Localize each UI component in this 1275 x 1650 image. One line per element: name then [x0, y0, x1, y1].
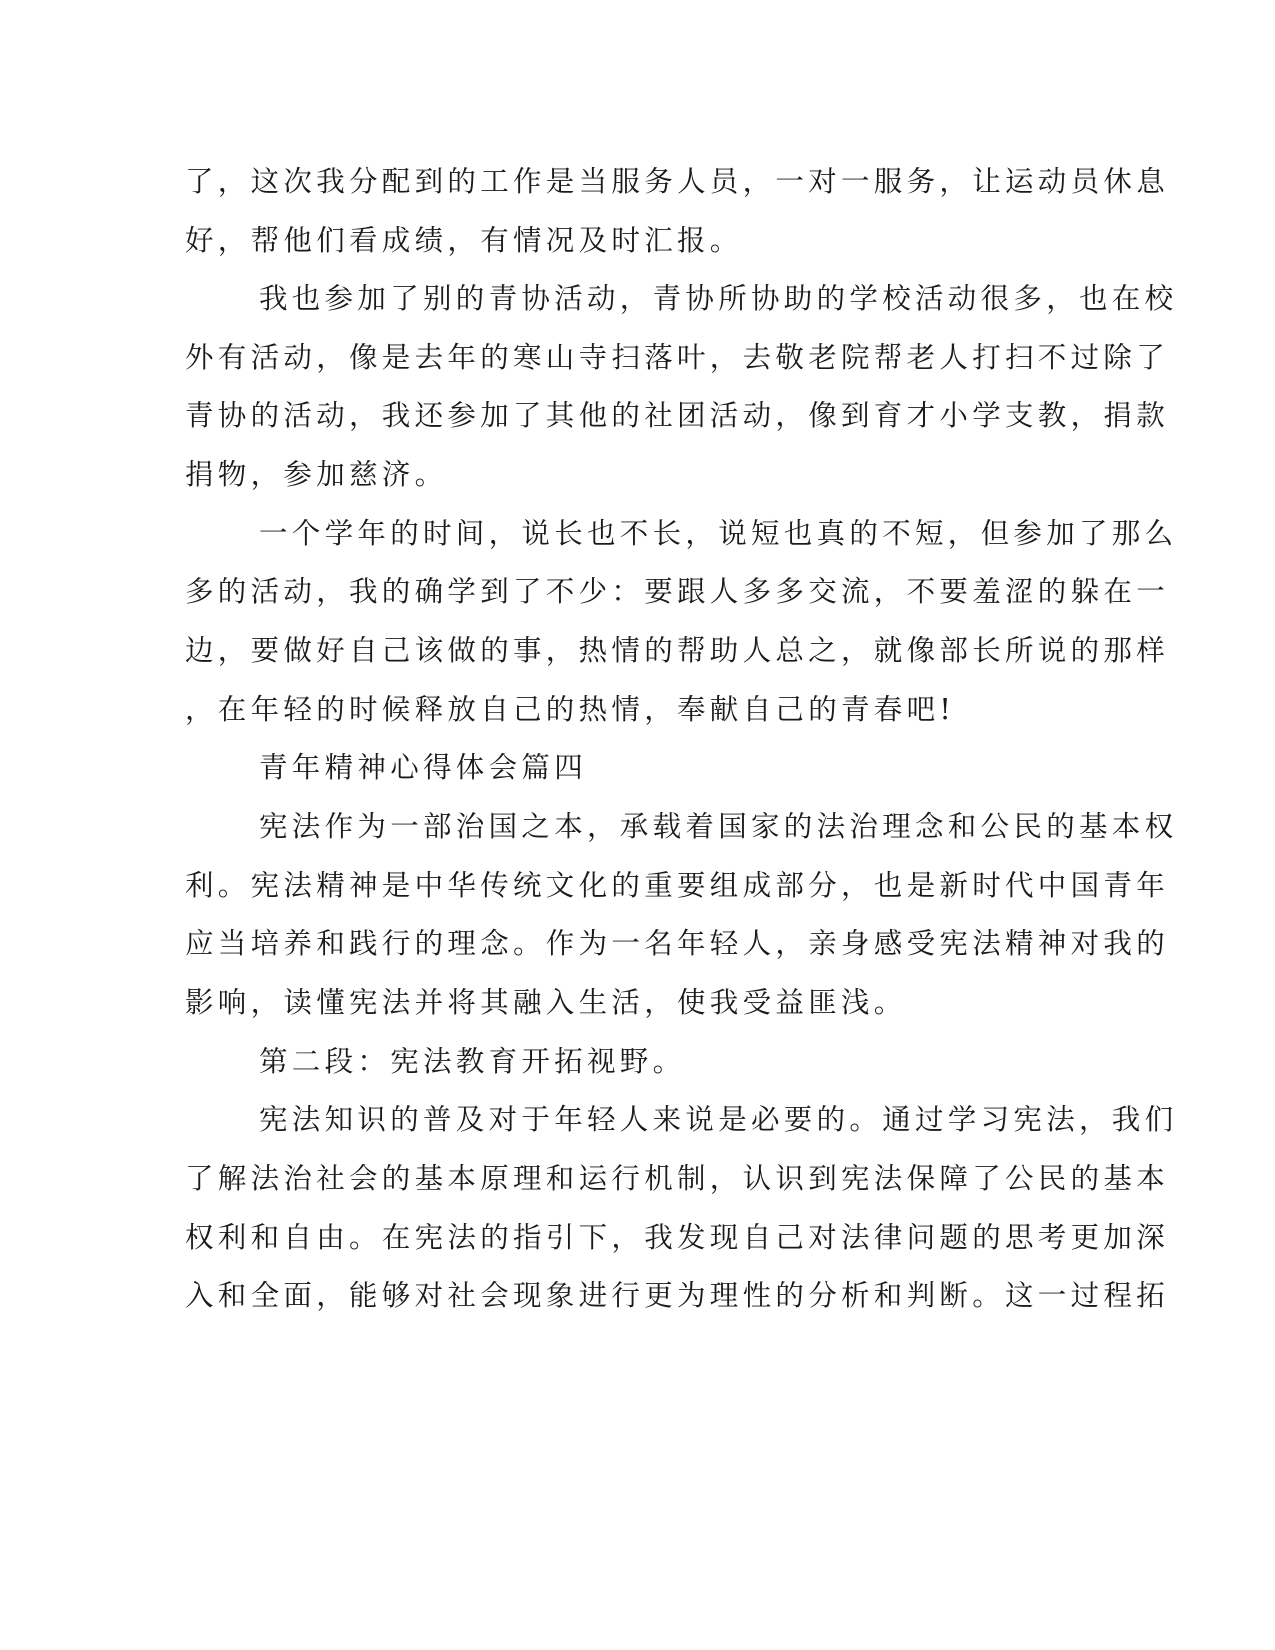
section-heading: 青年精神心得体会篇四 [259, 751, 588, 784]
text-line: 应当培养和践行的理念。作为一名年轻人，亲身感受宪法精神对我的 [185, 927, 1170, 960]
text-line: 利。宪法精神是中华传统文化的重要组成部分，也是新时代中国青年 [185, 869, 1170, 902]
text-line: ，在年轻的时候释放自己的热情，奉献自己的青春吧! [185, 693, 956, 726]
text-line: 入和全面，能够对社会现象进行更为理性的分析和判断。这一过程拓 [185, 1279, 1170, 1312]
text-line: 一个学年的时间，说长也不长，说短也真的不短，但参加了那么 [259, 517, 1178, 550]
text-line: 了解法治社会的基本原理和运行机制，认识到宪法保障了公民的基本 [185, 1162, 1170, 1195]
text-line: 边，要做好自己该做的事，热情的帮助人总之，就像部长所说的那样 [185, 634, 1170, 667]
text-line: 多的活动，我的确学到了不少：要跟人多多交流，不要羞涩的躲在一 [185, 575, 1170, 608]
text-line: 影响，读懂宪法并将其融入生活，使我受益匪浅。 [185, 986, 907, 1019]
text-line: 捐物，参加慈济。 [185, 458, 448, 491]
text-line: 好，帮他们看成绩，有情况及时汇报。 [185, 224, 743, 257]
text-line: 青协的活动，我还参加了其他的社团活动，像到育才小学支教，捐款 [185, 399, 1170, 432]
paragraph-heading: 第二段：宪法教育开拓视野。 [259, 1045, 686, 1078]
text-line: 宪法知识的普及对于年轻人来说是必要的。通过学习宪法，我们 [259, 1103, 1178, 1136]
text-line: 宪法作为一部治国之本，承载着国家的法治理念和公民的基本权 [259, 810, 1178, 843]
text-line: 权利和自由。在宪法的指引下，我发现自己对法律问题的思考更加深 [185, 1221, 1170, 1254]
text-line: 我也参加了别的青协活动，青协所协助的学校活动很多，也在校 [259, 282, 1178, 315]
text-line: 外有活动，像是去年的寒山寺扫落叶，去敬老院帮老人打扫不过除了 [185, 341, 1170, 374]
text-line: 了，这次我分配到的工作是当服务人员，一对一服务，让运动员休息 [185, 165, 1170, 198]
